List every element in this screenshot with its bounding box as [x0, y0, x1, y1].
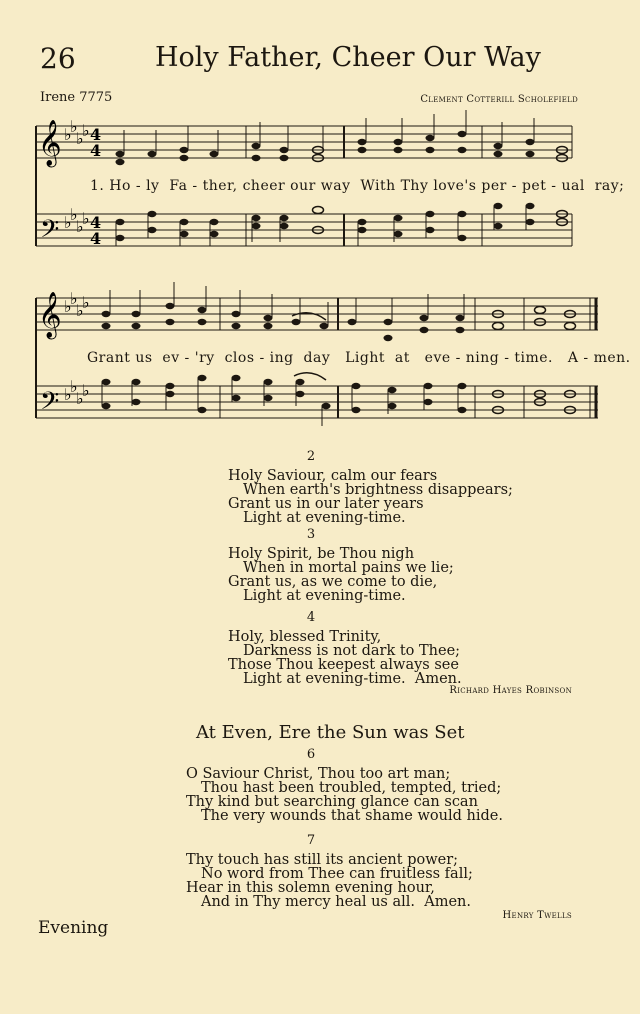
- svg-text:♭: ♭: [76, 129, 84, 148]
- svg-text:♭: ♭: [82, 293, 90, 312]
- stanza-line: When earth's brightness disappears;: [243, 482, 513, 498]
- stanza-line: Those Thou keepest always see: [228, 657, 459, 673]
- svg-text:♭: ♭: [70, 117, 78, 136]
- svg-text:♭: ♭: [82, 121, 90, 140]
- stanza-line: Light at evening-time.: [243, 510, 406, 526]
- bass-clef-icon: 𝄢: [40, 215, 60, 250]
- stanza-line: Light at evening-time. Amen.: [243, 671, 462, 687]
- svg-text:4: 4: [90, 125, 102, 144]
- svg-text:4: 4: [90, 229, 102, 248]
- stanza-line: Darkness is not dark to Thee;: [243, 643, 461, 659]
- page-number: 26: [40, 42, 76, 75]
- stanza-line: Light at evening-time.: [243, 588, 406, 604]
- stanza-line: Grant us in our later years: [228, 496, 424, 512]
- stanza-number: 7: [306, 833, 316, 848]
- treble-clef-icon: 𝄞: [38, 120, 62, 166]
- composer-credit: Clement Cotterill Scholefield: [420, 94, 578, 105]
- hymn-2-title: At Even, Ere the Sun was Set: [196, 722, 465, 743]
- stanza-3: [228, 528, 454, 603]
- stanza-line: And in Thy mercy heal us all. Amen.: [201, 894, 471, 910]
- stanza-number: 2: [306, 449, 316, 464]
- bass-clef-icon: 𝄢: [40, 387, 60, 422]
- svg-text:♭: ♭: [76, 389, 84, 408]
- stanza-number: 6: [306, 747, 316, 762]
- svg-text:♭: ♭: [82, 381, 90, 400]
- hymn-2-stanza-7: [186, 834, 473, 909]
- stanza-line: Hear in this solemn evening hour,: [186, 880, 435, 896]
- stanza-line: Holy Spirit, be Thou nigh: [228, 546, 415, 562]
- stanza-line: When in mortal pains we lie;: [243, 560, 454, 576]
- svg-text:4: 4: [90, 141, 102, 160]
- stanza-line: Grant us, as we come to die,: [228, 574, 438, 590]
- stanza-line: O Saviour Christ, Thou too art man;: [186, 766, 451, 782]
- svg-text:4: 4: [90, 213, 102, 232]
- author-credit: Richard Hayes Robinson: [449, 685, 572, 696]
- svg-text:♭: ♭: [76, 217, 84, 236]
- svg-text:♭: ♭: [70, 377, 78, 396]
- hymn-2-author-credit: Henry Twells: [502, 910, 572, 921]
- treble-clef-icon: 𝄞: [38, 292, 62, 338]
- svg-text:♭: ♭: [64, 297, 72, 316]
- tune-name-meter: Irene 7775: [40, 90, 113, 105]
- lyrics-line-2: Grant us ev - 'ry clos - ing day Light at eve - ning - time. A - men.: [87, 350, 631, 366]
- svg-text:♭: ♭: [64, 213, 72, 232]
- stanza-number: 3: [306, 527, 316, 542]
- svg-text:♭: ♭: [64, 385, 72, 404]
- stanza-line: Holy, blessed Trinity,: [228, 629, 382, 645]
- svg-text:♭: ♭: [70, 205, 78, 224]
- svg-text:♭: ♭: [76, 301, 84, 320]
- stanza-line: The very wounds that shame would hide.: [201, 808, 503, 824]
- stanza-line: Thou hast been troubled, tempted, tried;: [201, 780, 502, 796]
- lyrics-line-1: 1. Ho - ly Fa - ther, cheer our way With Thy love's per - pet - ual ray;: [90, 178, 625, 194]
- section-label: Evening: [38, 918, 109, 938]
- stanza-line: Thy kind but searching glance can scan: [186, 794, 478, 810]
- stanza-line: Thy touch has still its ancient power;: [186, 852, 459, 868]
- stanza-4: [228, 611, 462, 686]
- hymn-2-stanza-6: [186, 748, 503, 823]
- svg-text:♭: ♭: [64, 125, 72, 144]
- hymn-title: Holy Father, Cheer Our Way: [155, 42, 541, 73]
- stanza-line: No word from Thee can fruitless fall;: [201, 866, 473, 882]
- stanza-2: [228, 450, 513, 525]
- stanza-line: Holy Saviour, calm our fears: [228, 468, 438, 484]
- svg-text:♭: ♭: [82, 209, 90, 228]
- stanza-number: 4: [306, 610, 316, 625]
- svg-text:♭: ♭: [70, 289, 78, 308]
